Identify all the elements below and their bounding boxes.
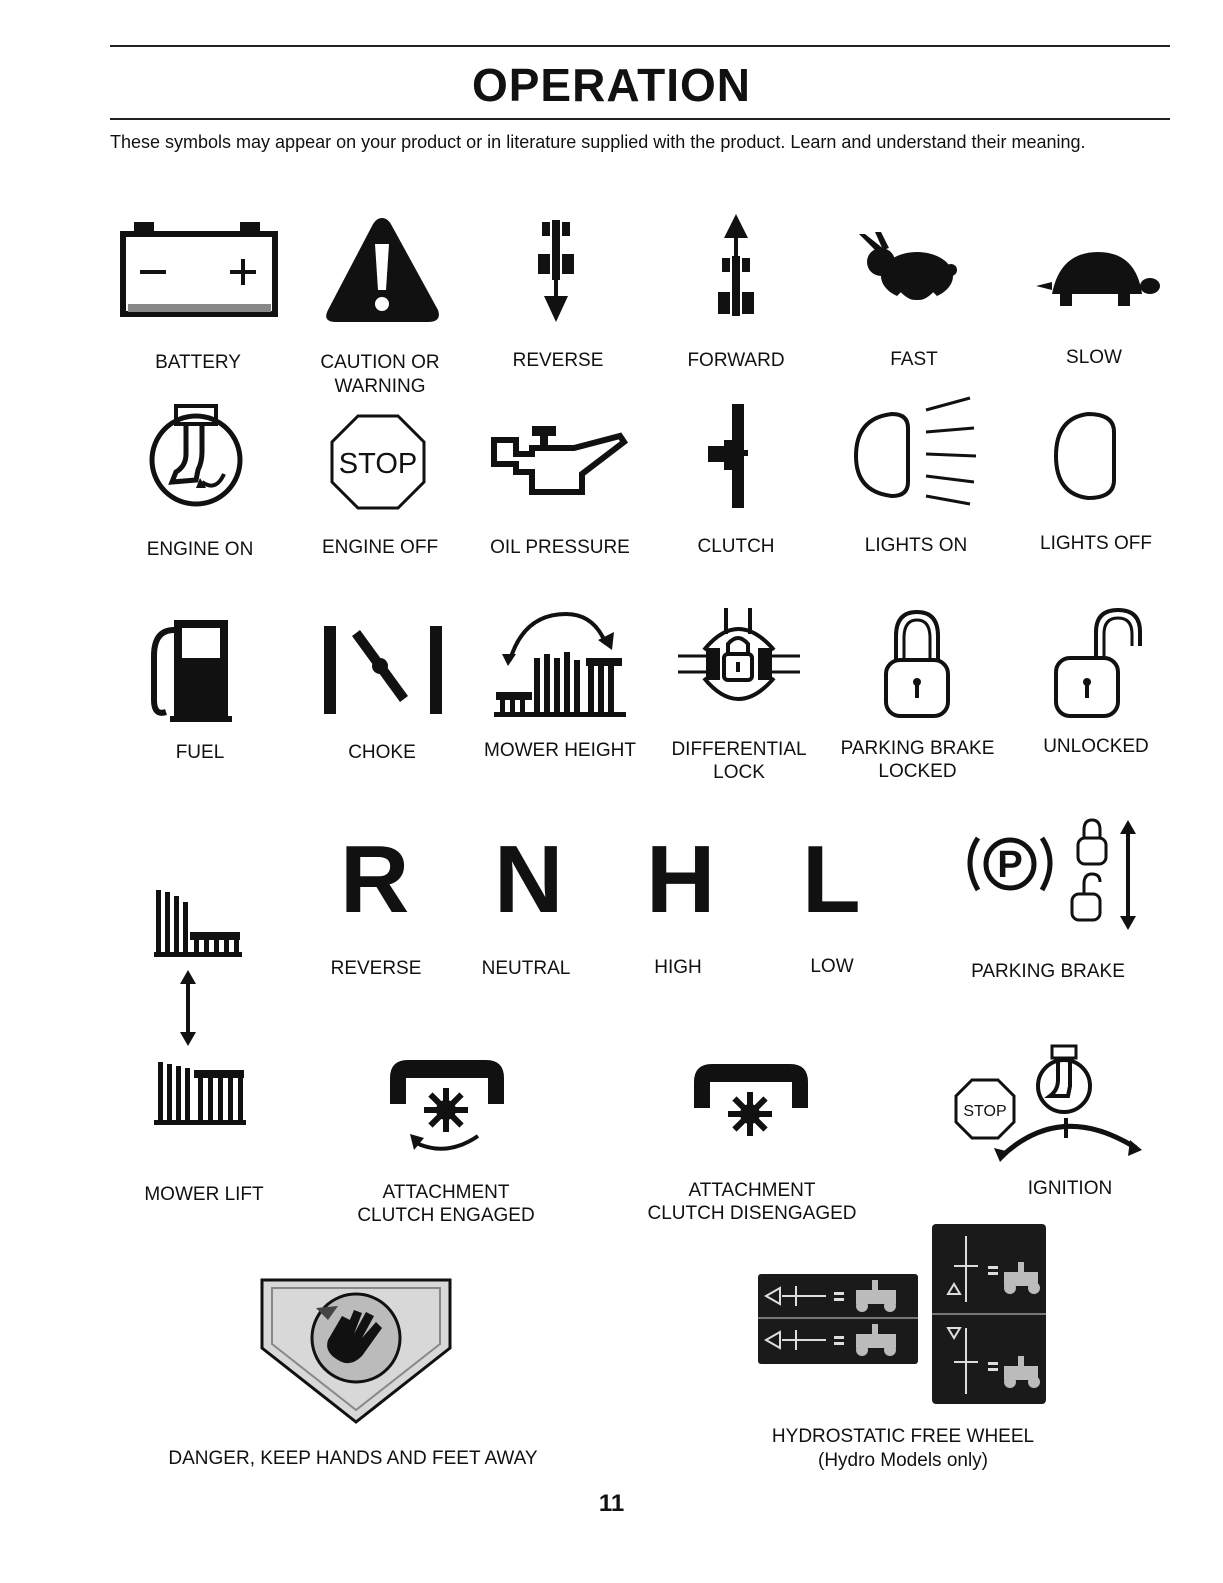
label-diff-lock-1: DIFFERENTIAL <box>671 739 807 760</box>
attachment-disengaged-icon <box>688 1058 814 1140</box>
rabbit-icon <box>855 232 965 312</box>
label-caution-1: CAUTION OR <box>320 352 440 373</box>
parking-brake-p: P <box>997 844 1023 886</box>
label-ignition: IGNITION <box>1027 1178 1113 1199</box>
caution-icon <box>322 214 442 326</box>
mower-lift-icon <box>150 886 250 1130</box>
label-gear-low: LOW <box>810 956 854 977</box>
lights-off-icon <box>1052 412 1122 500</box>
label-engine-on: ENGINE ON <box>146 539 254 560</box>
gear-r-letter: R <box>340 826 410 933</box>
stop-text: STOP <box>338 448 418 480</box>
intro-text: These symbols may appear on your product or in literature supplied with the product. Learn and understand their meaning. <box>110 132 1086 152</box>
clutch-icon <box>704 400 754 512</box>
attachment-engaged-icon <box>384 1054 510 1158</box>
padlock-unlocked-icon <box>1052 606 1148 720</box>
label-mower-height: MOWER HEIGHT <box>484 740 636 761</box>
gear-n-letter: N <box>494 826 564 933</box>
mower-height-icon <box>494 606 626 718</box>
label-fuel: FUEL <box>175 742 225 763</box>
label-lights-off: LIGHTS OFF <box>1040 533 1152 554</box>
label-mower-lift: MOWER LIFT <box>144 1184 264 1205</box>
label-hydro-2: (Hydro Models only) <box>818 1450 988 1471</box>
label-hydro-1: HYDROSTATIC FREE WHEEL <box>771 1426 1035 1447</box>
label-gear-high: HIGH <box>654 957 702 978</box>
label-oil-pressure: OIL PRESSURE <box>490 537 630 558</box>
label-lights-on: LIGHTS ON <box>864 535 968 556</box>
label-att-disengaged-1: ATTACHMENT <box>688 1180 816 1201</box>
reverse-icon <box>536 218 576 322</box>
label-fast: FAST <box>890 349 938 370</box>
turtle-icon <box>1030 246 1160 310</box>
padlock-locked-icon <box>882 608 952 720</box>
ignition-icon <box>950 1040 1146 1164</box>
label-clutch: CLUTCH <box>697 536 775 557</box>
label-gear-reverse: REVERSE <box>330 958 422 979</box>
label-diff-lock-2: LOCK <box>713 762 765 783</box>
label-caution-2: WARNING <box>334 376 426 397</box>
gear-h-letter: H <box>646 826 716 933</box>
title-rule <box>110 118 1170 120</box>
label-parking-brake: PARKING BRAKE <box>971 961 1125 982</box>
label-slow: SLOW <box>1066 347 1122 368</box>
label-att-engaged-2: CLUTCH ENGAGED <box>357 1205 535 1226</box>
page-number: 11 <box>598 1490 625 1517</box>
label-unlocked: UNLOCKED <box>1043 736 1149 757</box>
battery-icon <box>120 222 280 318</box>
forward-icon <box>716 214 756 318</box>
lights-on-icon <box>852 396 980 506</box>
top-rule <box>110 45 1170 47</box>
stop-icon <box>330 414 426 510</box>
label-choke: CHOKE <box>348 742 416 763</box>
label-park-locked-1: PARKING BRAKE <box>840 738 995 759</box>
label-att-disengaged-2: CLUTCH DISENGAGED <box>647 1203 857 1224</box>
label-park-locked-2: LOCKED <box>878 761 957 782</box>
parking-brake-icon <box>960 818 1146 934</box>
label-gear-neutral: NEUTRAL <box>481 958 571 979</box>
free-wheel-decal-icon <box>756 1222 1050 1406</box>
ignition-stop-text: STOP <box>963 1103 1007 1120</box>
label-reverse-arrow: REVERSE <box>512 350 604 371</box>
gear-l-letter: L <box>802 826 861 933</box>
label-att-engaged-1: ATTACHMENT <box>382 1182 510 1203</box>
label-danger: DANGER, KEEP HANDS AND FEET AWAY <box>168 1448 538 1469</box>
label-engine-off: ENGINE OFF <box>321 537 439 558</box>
fuel-pump-icon <box>150 616 240 726</box>
choke-icon <box>322 624 444 716</box>
label-battery: BATTERY <box>155 352 241 373</box>
engine-on-icon <box>146 402 246 506</box>
label-forward: FORWARD <box>687 350 785 371</box>
differential-lock-icon <box>676 606 802 722</box>
hand-danger-icon <box>258 1276 454 1426</box>
page-title: OPERATION <box>471 59 752 111</box>
oil-can-icon <box>492 424 632 496</box>
